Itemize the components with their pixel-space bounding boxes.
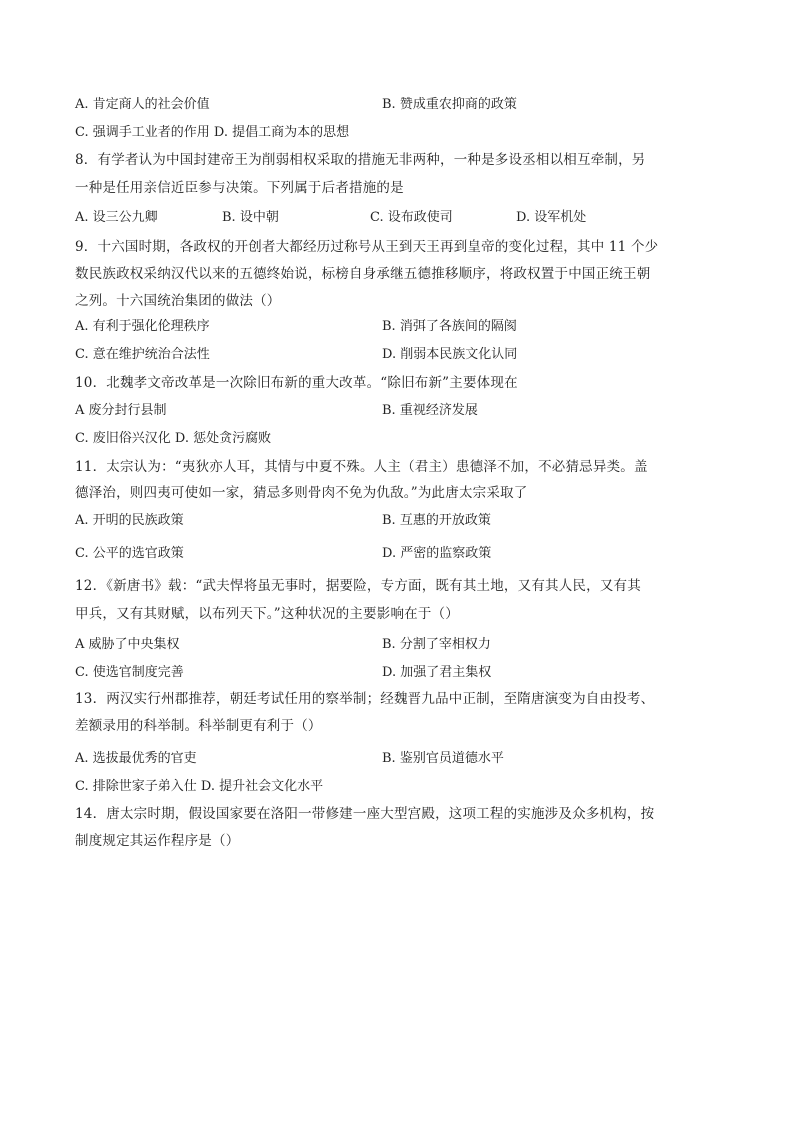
- q10-option-cd: C. 废旧俗兴汉化 D. 惩处贪污腐败: [75, 431, 272, 446]
- q11-option-a: A. 开明的民族政策: [75, 513, 184, 528]
- q12-stem-line2: 甲兵，又有其财赋，以布列天下。”这种状况的主要影响在于（）: [75, 606, 459, 622]
- q7-option-cd: C. 强调手工业者的作用 D. 提倡工商为本的思想: [75, 125, 350, 140]
- q12-stem-line1: 12．《新唐书》载：“武夫悍将虽无事时，据要险，专方面，既有其土地，又有其人民，又有其: [75, 578, 641, 594]
- q13-stem-line1: 13．两汉实行州郡推荐，朝廷考试任用的察举制；经魏晋九品中正制，至隋唐演变为自由投考、: [75, 691, 655, 707]
- q7-option-a: A. 肯定商人的社会价值: [75, 97, 210, 112]
- q13-option-b: B. 鉴别官员道德水平: [382, 751, 504, 766]
- q7-option-b: B. 赞成重农抑商的政策: [382, 97, 517, 112]
- q8-option-a: A. 设三公九卿: [75, 210, 158, 225]
- q11-stem-line1: 11．太宗认为：“夷狄亦人耳，其情与中夏不殊。人主（君主）患德泽不加，不必猜忌异类。盖: [75, 459, 648, 475]
- q11-option-d: D. 严密的监察政策: [382, 546, 492, 561]
- q14-stem-line1: 14．唐太宗时期，假设国家要在洛阳一带修建一座大型宫殿，这项工程的实施涉及众多机构，按: [75, 806, 655, 822]
- q9-option-c: C. 意在维护统治合法性: [75, 347, 210, 362]
- q12-option-b: B. 分割了宰相权力: [382, 637, 491, 652]
- q10-option-b: B. 重视经济发展: [382, 403, 478, 418]
- q9-stem-line1: 9．十六国时期，各政权的开创者大都经历过称号从王到天王再到皇帝的变化过程，其中 11 个少: [75, 239, 659, 255]
- q12-option-c: C. 使选官制度完善: [75, 665, 184, 680]
- q13-option-cd: C. 排除世家子弟入仕 D. 提升社会文化水平: [75, 779, 324, 794]
- q11-option-b: B. 互惠的开放政策: [382, 513, 491, 528]
- q14-stem-line2: 制度规定其运作程序是（）: [75, 833, 240, 849]
- q11-option-c: C. 公平的选官政策: [75, 546, 184, 561]
- q8-stem-line1: 8．有学者认为中国封建帝王为削弱相权采取的措施无非两种，一种是多设丞相以相互牵制，另: [75, 152, 646, 168]
- q12-option-d: D. 加强了君主集权: [382, 665, 492, 680]
- q10-option-a: A 废分封行县制: [75, 403, 167, 418]
- q9-stem-line3: 之列。十六国统治集团的做法（）: [75, 293, 281, 309]
- q8-option-c: C. 设布政使司: [370, 210, 453, 225]
- q8-option-b: B. 设中朝: [222, 210, 279, 225]
- q9-stem-line2: 数民族政权采纳汉代以来的五德终始说，标榜自身承继五德推移顺序，将政权置于中国正统王朝: [75, 266, 651, 282]
- q13-option-a: A. 选拔最优秀的官吏: [75, 751, 197, 766]
- q13-stem-line2: 差额录用的科举制。科举制更有利于（）: [75, 718, 322, 734]
- q9-option-b: B. 消弭了各族间的隔阂: [382, 319, 517, 334]
- q12-option-a: A 威胁了中央集权: [75, 637, 180, 652]
- q10-stem-line1: 10．北魏孝文帝改革是一次除旧布新的重大改革。“除旧布新”主要体现在: [75, 375, 518, 391]
- q8-stem-line2: 一种是任用亲信近臣参与决策。下列属于后者措施的是: [75, 180, 404, 196]
- q9-option-d: D. 削弱本民族文化认同: [382, 347, 518, 362]
- q8-option-d: D. 设军机处: [516, 210, 587, 225]
- q9-option-a: A. 有利于强化伦理秩序: [75, 319, 210, 334]
- q11-stem-line2: 德泽治，则四夷可使如一家，猜忌多则骨肉不免为仇敌。”为此唐太宗采取了: [75, 485, 528, 501]
